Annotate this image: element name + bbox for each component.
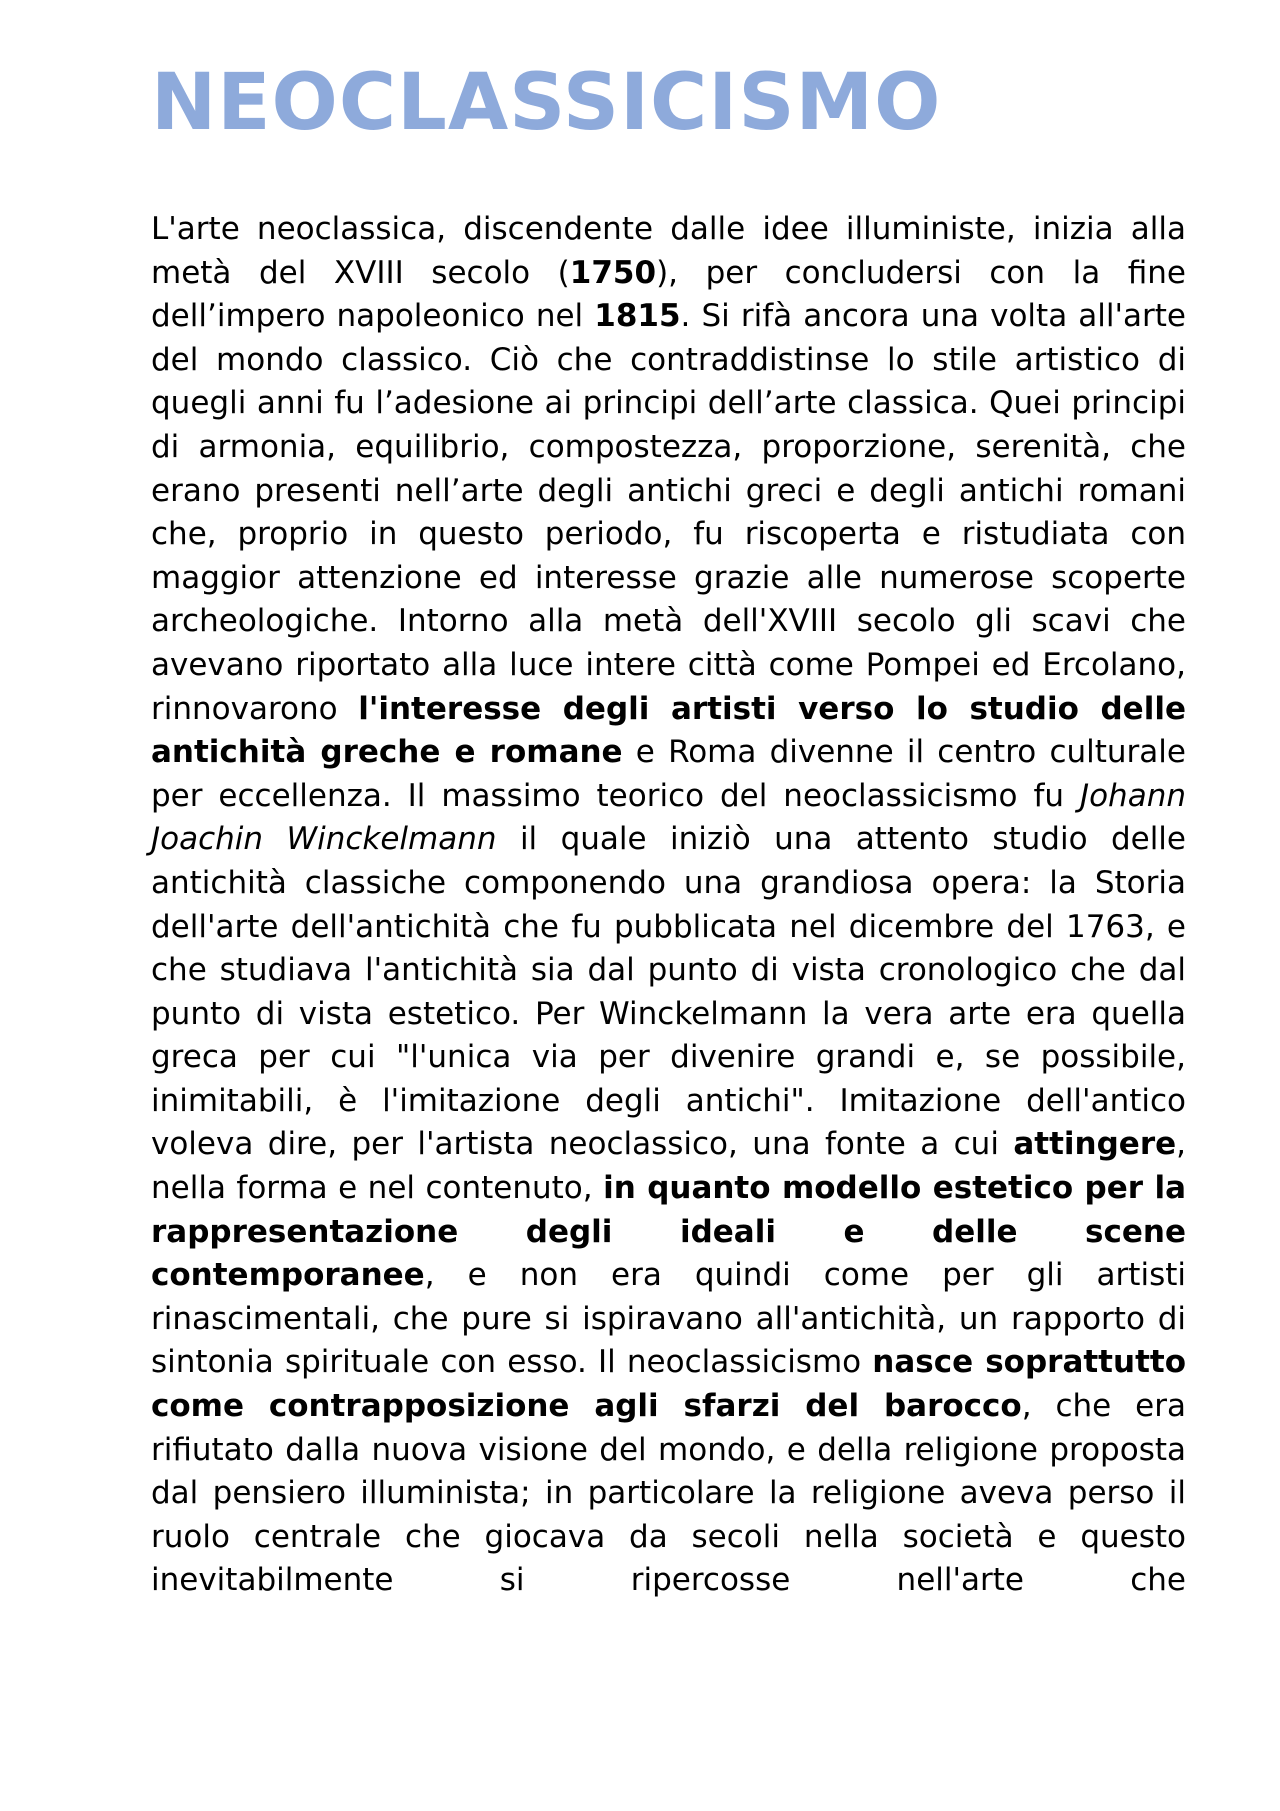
year-start: 1750	[569, 254, 657, 291]
bold-phrase: nasce soprattutto come contrapposizione agli sfarzi del barocco	[151, 1344, 1187, 1425]
text-segment: , e non era quindi come per gli artisti rinascimentali, che pure si ispiravano all'antichità, un rapporto di sintonia spirituale con esso. Il neoclassicismo	[151, 1257, 1186, 1381]
text-segment: ), per concludersi con la fine dell’impero napoleonico nel	[151, 254, 1186, 335]
body-paragraph	[151, 208, 1186, 1603]
text-segment: . Si rifà ancora una volta all'arte del mondo classico. Ciò che contraddistinse lo stile artistico di quegli anni fu l’adesione ai principi dell’arte classica. Quei principi di armonia, equilibrio, compostezza, proporzione, serenità, che erano presenti nell’arte degli antichi greci e degli antichi romani che, proprio in questo periodo, fu riscoperta e ristudiata con maggior attenzione ed interesse grazie alle numerose scoperte archeologiche. Intorno alla metà dell'XVIII secolo gli scavi che avevano riportato alla luce intere città come Pompei ed Ercolano, rinnovarono	[151, 298, 1186, 727]
text-segment: , nella forma e nel contenuto,	[151, 1126, 1186, 1207]
bold-phrase: l'interesse degli artisti verso lo studio delle antichità greche e romane	[151, 690, 1186, 771]
text-segment: L'arte neoclassica, discendente dalle idee illuministe, inizia alla metà del XVIII secolo (	[151, 211, 1186, 291]
author-name: Johann Joachin Winckelmann	[151, 777, 1186, 858]
text-segment: e Roma divenne il centro culturale per eccellenza. Il massimo teorico del neoclassicismo fu	[151, 734, 1186, 814]
bold-word: attingere	[1013, 1126, 1177, 1163]
year-end: 1815	[594, 298, 681, 335]
text-segment: , che era rifiutato dalla nuova visione del mondo, e della religione proposta dal pensiero illuminista; in particolare la religione aveva perso il ruolo centrale che giocava da secoli nella società e questo inevitabilmente si ripercosse nell'arte che	[151, 1388, 1186, 1599]
page-title: NEOCLASSICISMO	[151, 58, 942, 148]
bold-phrase: in quanto modello estetico per la rappresentazione degli ideali e delle scene contemporanee	[151, 1170, 1187, 1294]
text-segment: il quale iniziò una attento studio delle antichità classiche componendo una grandiosa opera: la Storia dell'arte dell'antichità che fu pubblicata nel dicembre del 1763, e che studiava l'antichità sia dal punto di vista cronologico che dal punto di vista estetico. Per Winckelmann la vera arte era quella greca per cui "l'unica via per divenire grandi e, se possibile, inimitabili, è l'imitazione degli antichi". Imitazione dell'antico voleva dire, per l'artista neoclassico, una fonte a cui	[151, 821, 1186, 1163]
